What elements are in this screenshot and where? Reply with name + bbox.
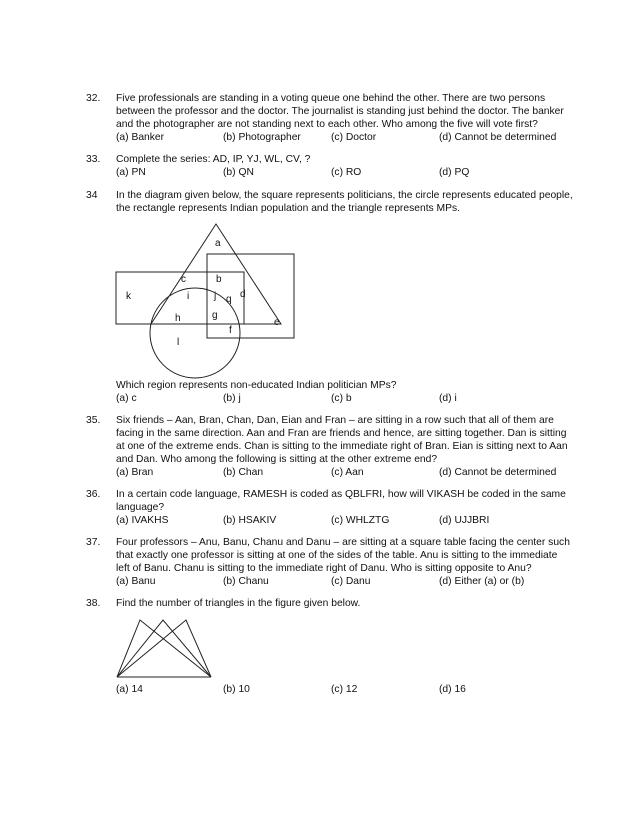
triangle-count-figure	[117, 620, 211, 677]
option-c[interactable]: (c) Danu	[331, 576, 371, 587]
question-prompt: Which region represents non-educated Indian politician MPs?	[116, 380, 397, 391]
question-text-line: Complete the series: AD, IP, YJ, WL, CV, ?	[116, 154, 311, 165]
option-c[interactable]: (c) WHLZTG	[331, 515, 390, 526]
option-c[interactable]: (c) Aan	[331, 467, 364, 478]
question-number: 36.	[86, 489, 101, 500]
option-c[interactable]: (c) 12	[331, 684, 358, 695]
question-text-line: In a certain code language, RAMESH is coded as QBLFRI, how will VIKASH be coded in the same	[116, 489, 566, 500]
region-label: f	[229, 325, 232, 336]
option-c[interactable]: (c) RO	[331, 167, 362, 178]
venn-diagram	[116, 224, 294, 378]
question-number: 37.	[86, 537, 101, 548]
region-label: d	[240, 289, 246, 300]
question-text-line: Find the number of triangles in the figure given below.	[116, 598, 361, 609]
option-b[interactable]: (b) Photographer	[223, 132, 301, 143]
option-d[interactable]: (d) Either (a) or (b)	[439, 576, 525, 587]
option-c[interactable]: (c) b	[331, 393, 352, 404]
option-a[interactable]: (a) Banker	[116, 132, 165, 143]
region-label: l	[177, 337, 180, 348]
option-d[interactable]: (d) Cannot be determined	[439, 132, 557, 143]
question-text-line: language?	[116, 502, 165, 513]
question-text-line: facing in the same direction. Aan and Fran are friends and hence, are sitting together. Dan is sitting	[116, 428, 567, 439]
option-a[interactable]: (a) IVAKHS	[116, 515, 169, 526]
question-text-line: and the photographer are not standing next to each other. Who among the five will vote first?	[116, 119, 538, 130]
region-label: q	[226, 294, 232, 305]
option-b[interactable]: (b) QN	[223, 167, 254, 178]
region-label: i	[187, 291, 190, 302]
question-text-line: at one of the extreme ends. Chan is sitting to the immediate right of Bran. Eian is sitting next to Aan	[116, 441, 568, 452]
question-text-line: the rectangle represents Indian population and the triangle represents MPs.	[116, 203, 461, 214]
option-d[interactable]: (d) UJJBRI	[439, 515, 490, 526]
question-number: 34	[86, 190, 98, 201]
option-c[interactable]: (c) Doctor	[331, 132, 377, 143]
region-label: e	[274, 317, 280, 328]
option-a[interactable]: (a) 14	[116, 684, 143, 695]
region-label: b	[216, 274, 222, 285]
option-d[interactable]: (d) PQ	[439, 167, 470, 178]
region-label: j	[214, 291, 217, 302]
question-number: 35.	[86, 415, 101, 426]
option-a[interactable]: (a) Bran	[116, 467, 154, 478]
question-text-line: Five professionals are standing in a voting queue one behind the other. There are two persons	[116, 93, 546, 104]
option-b[interactable]: (b) Chan	[223, 467, 264, 478]
option-d[interactable]: (d) 16	[439, 684, 466, 695]
question-text-line: between the professor and the doctor. The journalist is standing just behind the doctor. The banker	[116, 106, 564, 117]
option-b[interactable]: (b) HSAKIV	[223, 515, 277, 526]
option-b[interactable]: (b) j	[223, 393, 241, 404]
region-label: h	[175, 313, 181, 324]
question-number: 32.	[86, 93, 101, 104]
option-a[interactable]: (a) Banu	[116, 576, 156, 587]
option-a[interactable]: (a) c	[116, 393, 137, 404]
option-a[interactable]: (a) PN	[116, 167, 146, 178]
question-number: 33.	[86, 154, 101, 165]
option-b[interactable]: (b) Chanu	[223, 576, 269, 587]
region-label: k	[126, 291, 131, 302]
option-d[interactable]: (d) Cannot be determined	[439, 467, 557, 478]
region-label: c	[181, 274, 186, 285]
option-d[interactable]: (d) i	[439, 393, 457, 404]
question-text-line: Six friends – Aan, Bran, Chan, Dan, Eian and Fran – are sitting in a row such that all of them are	[116, 415, 554, 426]
question-text-line: and Dan. Who among the following is sitting at the other extreme end?	[116, 454, 438, 465]
question-text-line: In the diagram given below, the square represents politicians, the circle represents educated people,	[116, 190, 573, 201]
question-text-line: that exactly one professor is sitting at one of the sides of the table. Anu is sitting to the immediate	[116, 550, 558, 561]
region-label: a	[215, 238, 221, 249]
region-label: g	[212, 310, 218, 321]
question-number: 38.	[86, 598, 101, 609]
question-text-line: left of Banu. Chanu is sitting to the immediate right of Danu. Who is sitting opposite to Anu?	[116, 563, 532, 574]
option-b[interactable]: (b) 10	[223, 684, 250, 695]
question-text-line: Four professors – Anu, Banu, Chanu and Danu – are sitting at a square table facing the center such	[116, 537, 570, 548]
